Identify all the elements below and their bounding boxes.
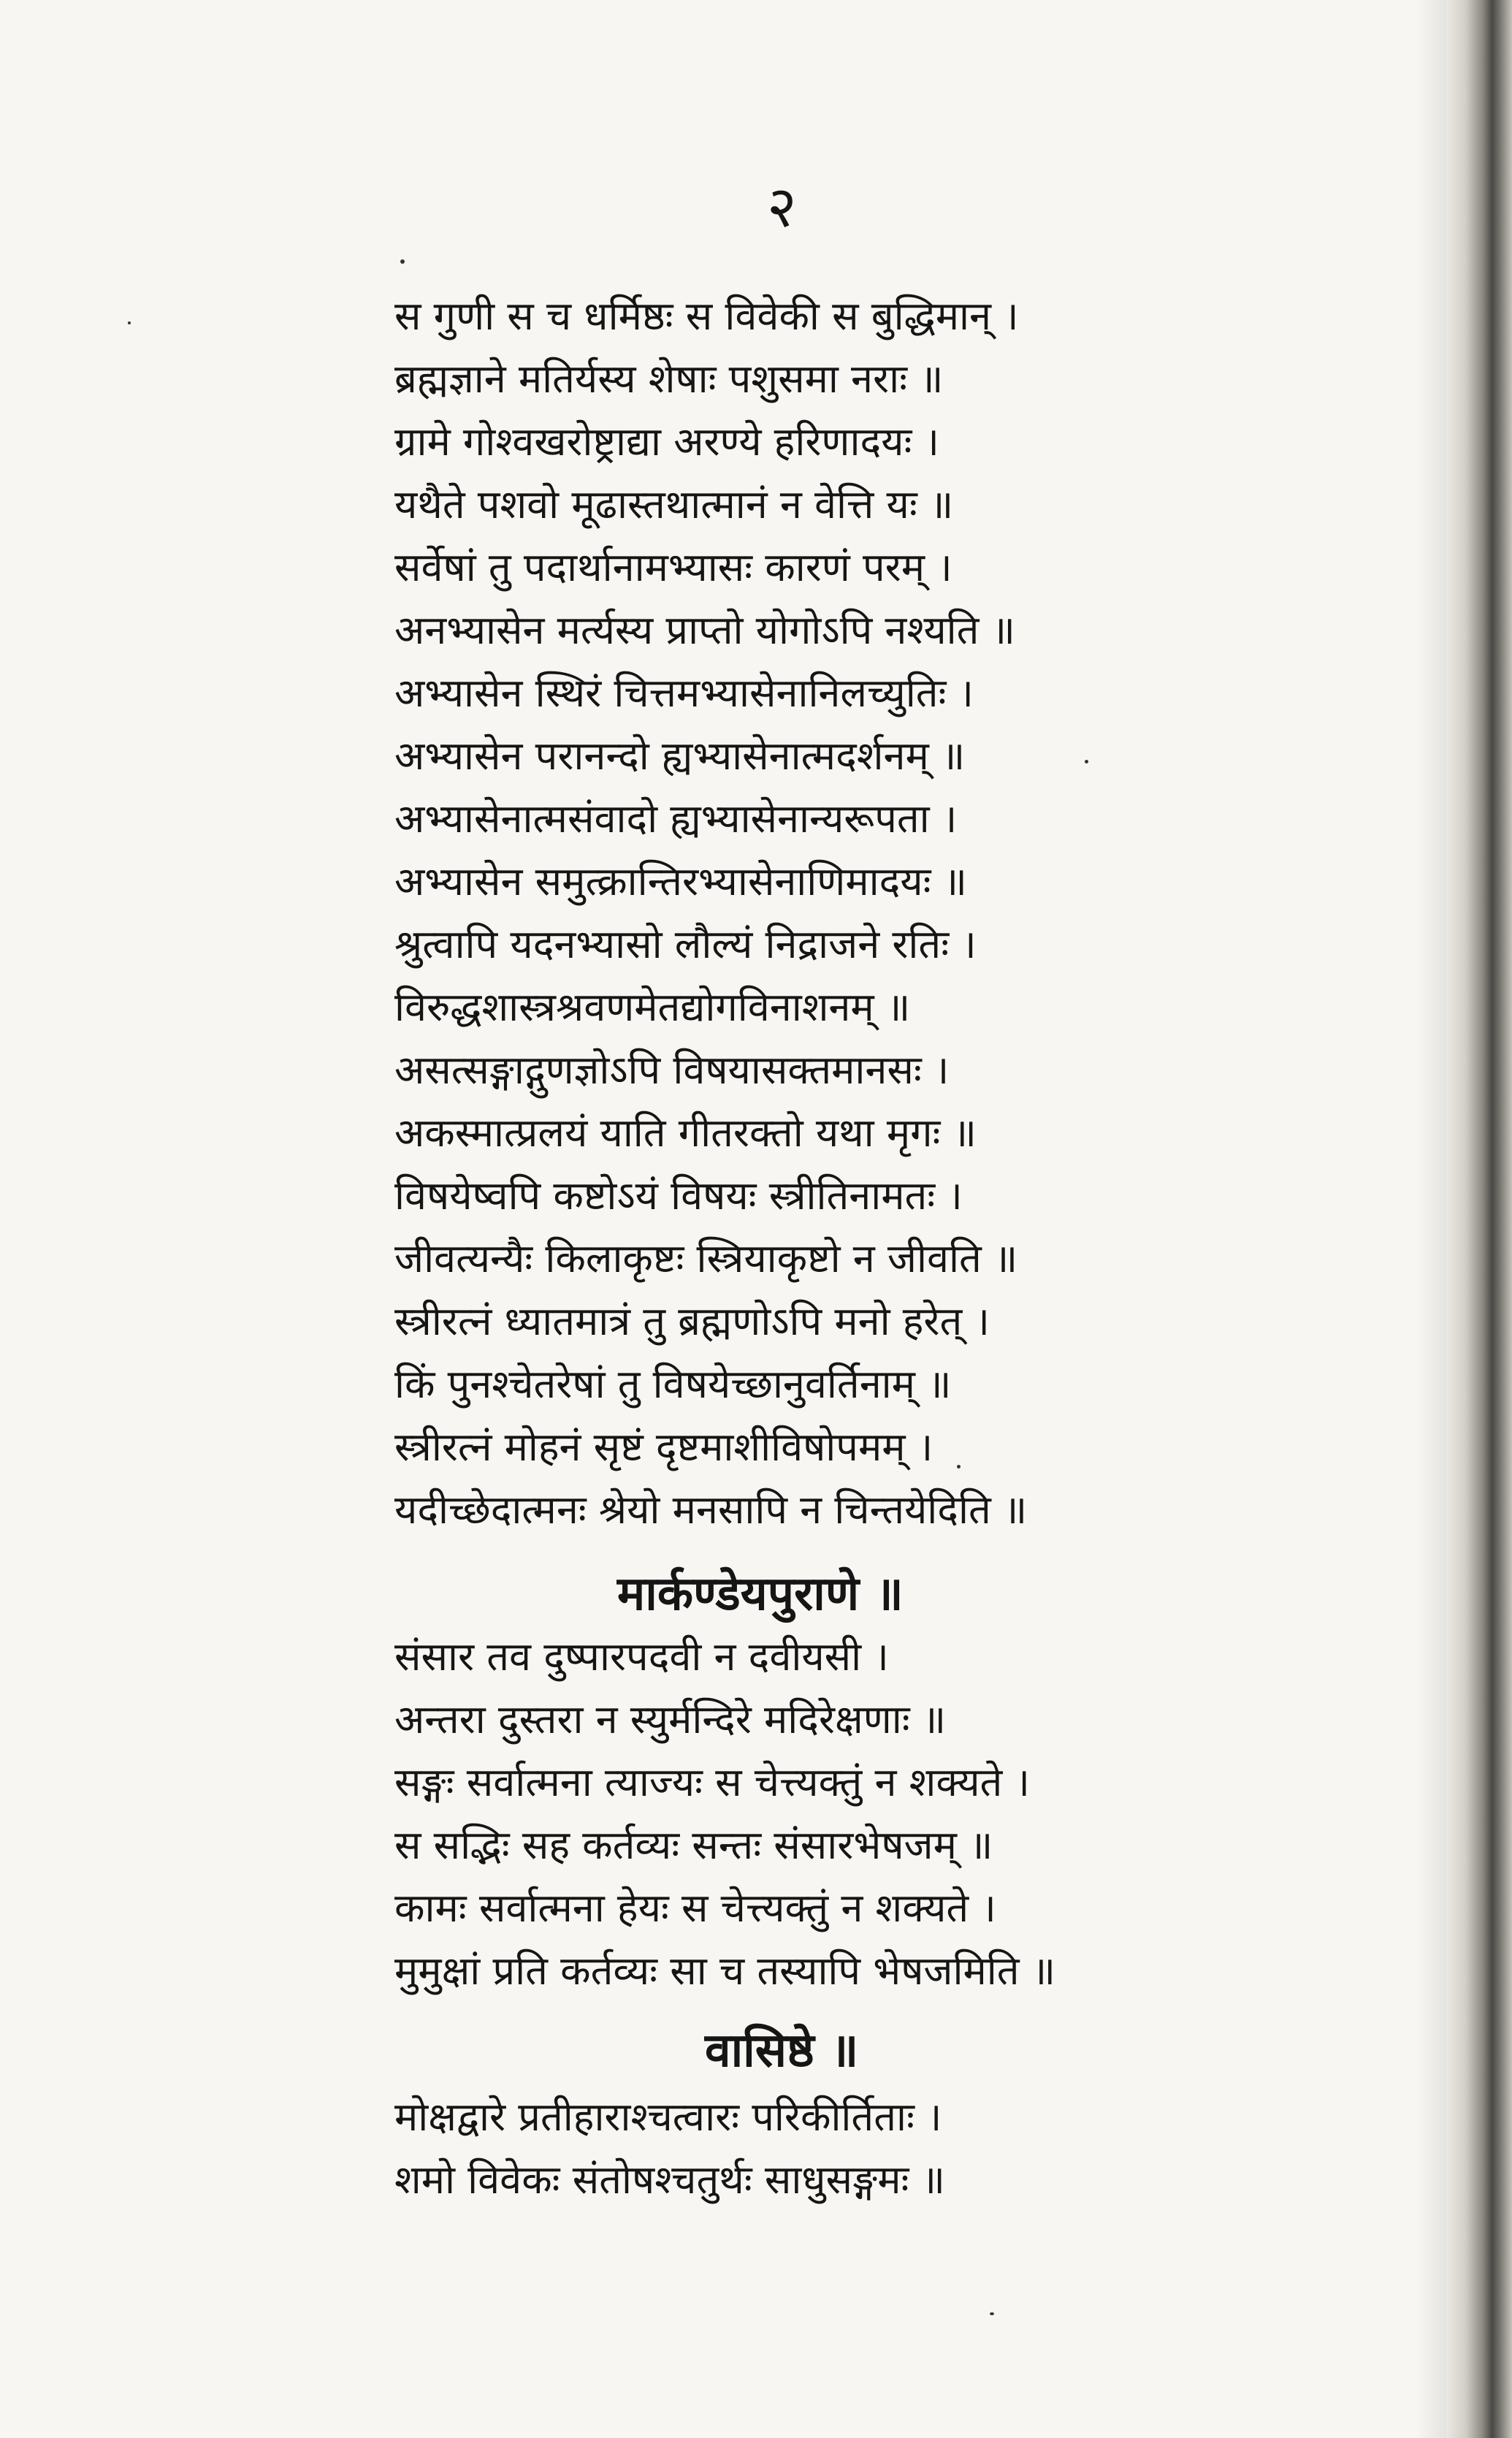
- book-binding-edge: [1446, 0, 1512, 2438]
- verse-line: ब्रह्मज्ञाने मतिर्यस्य शेषाः पशुसमा नराः ॥: [394, 356, 944, 402]
- verse-block-third: [394, 2086, 1125, 2212]
- verse-block-first: [394, 285, 1125, 1542]
- verse-line: असत्सङ्गाद्गुणज्ञोऽपि विषयासक्तमानसः ।: [394, 1047, 950, 1093]
- verse-line: अन्तरा दुस्तरा न स्युर्मन्दिरे मदिरेक्षणाः ॥: [394, 1696, 947, 1742]
- verse-line: मोक्षद्वारे प्रतीहाराश्चत्वारः परिकीर्तिताः ।: [394, 2094, 942, 2140]
- section-heading-markandeya: मार्कण्डेयपुराणे ॥: [617, 1566, 904, 1621]
- verse-line: विषयेष्वपि कष्टोऽयं विषयः स्त्रीतिनामतः ।: [394, 1173, 963, 1219]
- verse-line: श्रुत्वापि यदनभ्यासो लौल्यं निद्राजने रतिः ।: [394, 921, 977, 967]
- scan-speck: [1085, 760, 1088, 763]
- verse-line: अकस्मात्प्रलयं याति गीतरक्तो यथा मृगः ॥: [394, 1110, 977, 1156]
- verse-line: अनभ्यासेन मर्त्यस्य प्राप्तो योगोऽपि नश्यति ॥: [394, 607, 1015, 653]
- verse-line: स सद्भिः सह कर्तव्यः सन्तः संसारभेषजम् ॥: [394, 1822, 993, 1868]
- verse-block-second: [394, 1626, 1125, 2003]
- verse-line: अभ्यासेन परानन्दो ह्यभ्यासेनात्मदर्शनम् ॥: [394, 733, 966, 779]
- verse-line: स्त्रीरत्नं ध्यातमात्रं तु ब्रह्मणोऽपि मनो हरेत् ।: [394, 1298, 990, 1344]
- scan-speck: [957, 1465, 961, 1468]
- verse-line: शमो विवेकः संतोषश्चतुर्थः साधुसङ्गमः ॥: [394, 2157, 945, 2203]
- verse-line: मुमुक्षां प्रति कर्तव्यः सा च तस्यापि भेषजमिति ॥: [394, 1948, 1056, 1994]
- verse-line: ग्रामे गोश्वखरोष्ट्राद्या अरण्ये हरिणादयः ।: [394, 419, 939, 465]
- verse-line: अभ्यासेन समुत्क्रान्तिरभ्यासेनाणिमादयः ॥: [394, 858, 968, 904]
- verse-line: स गुणी स च धर्मिष्ठः स विवेकी स बुद्धिमान् ।: [394, 293, 1019, 339]
- section-heading-vasishthe: वासिष्ठे ॥: [705, 2023, 859, 2078]
- verse-line: यदीच्छेदात्मनः श्रेयो मनसापि न चिन्तयेदिति ॥: [394, 1487, 1028, 1533]
- verse-line: स्त्रीरत्नं मोहनं सृष्टं दृष्टमाशीविषोपमम् ।: [394, 1424, 933, 1470]
- verse-line: विरुद्धशास्त्रश्रवणमेतद्योगविनाशनम् ॥: [394, 984, 911, 1030]
- scan-speck: [400, 259, 405, 264]
- scan-speck: [990, 2312, 994, 2315]
- verse-line: सर्वेषां तु पदार्थानामभ्यासः कारणं परम् ।: [394, 544, 952, 590]
- verse-line: कामः सर्वात्मना हेयः स चेत्त्यक्तुं न शक्यते ।: [394, 1885, 996, 1931]
- verse-line: सङ्गः सर्वात्मना त्याज्यः स चेत्त्यक्तुं न शक्यते ।: [394, 1759, 1030, 1805]
- page-number: २: [767, 175, 797, 240]
- verse-line: यथैते पशवो मूढास्तथात्मानं न वेत्ति यः ॥: [394, 481, 954, 527]
- verse-line: जीवत्यन्यैः किलाकृष्टः स्त्रियाकृष्टो न जीवति ॥: [394, 1235, 1018, 1281]
- binding-shadow: [1417, 0, 1446, 2438]
- verse-line: संसार तव दुष्पारपदवी न दवीयसी ।: [394, 1634, 889, 1680]
- verse-line: किं पुनश्चेतरेषां तु विषयेच्छानुवर्तिनाम् ॥: [394, 1361, 952, 1407]
- scan-speck: [128, 321, 131, 324]
- verse-line: अभ्यासेन स्थिरं चित्तमभ्यासेनानिलच्युतिः ।: [394, 670, 974, 716]
- verse-line: अभ्यासेनात्मसंवादो ह्यभ्यासेनान्यरूपता ।: [394, 796, 958, 842]
